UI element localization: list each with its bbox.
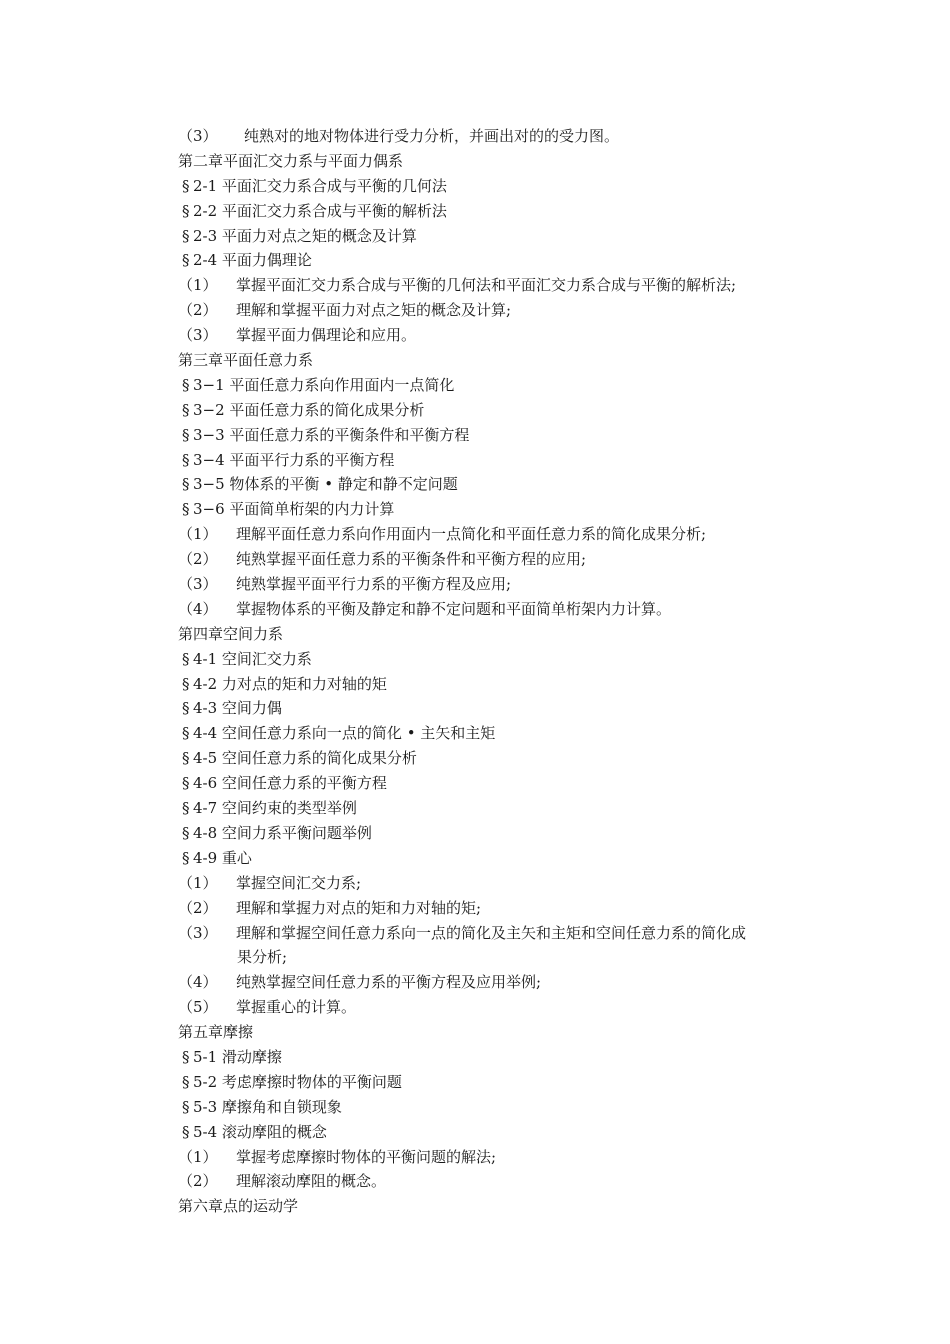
section-mark: § — [182, 1097, 190, 1116]
list-item-text: 掌握考虑摩擦时物体的平衡问题的解法; — [236, 1147, 497, 1166]
list-item-number: （3） — [178, 923, 218, 942]
chapter-heading: 第三章平面任意力系 — [178, 351, 314, 370]
section-mark: § — [182, 823, 190, 842]
list-item — [178, 547, 818, 572]
section-title: 5-1 滑动摩擦 — [193, 1047, 282, 1066]
list-item-number: （2） — [178, 1172, 218, 1191]
section-title: 4-6 空间任意力系的平衡方程 — [193, 774, 387, 793]
section-title: 4-3 空间力偶 — [193, 699, 282, 718]
section-mark: § — [182, 475, 190, 494]
section-title: 5-4 滚动摩阻的概念 — [193, 1122, 327, 1141]
list-item-number: （4） — [178, 973, 218, 992]
section-heading — [178, 721, 818, 746]
section-heading — [178, 1045, 818, 1070]
section-title: 4-8 空间力系平衡问题举例 — [193, 823, 372, 842]
section-mark: § — [182, 251, 190, 270]
list-item — [178, 124, 818, 149]
list-item-number: （1） — [178, 1147, 218, 1166]
section-heading — [178, 448, 818, 473]
document-body — [178, 124, 818, 1219]
list-item-number: （5） — [178, 998, 218, 1017]
list-item-text: 纯熟掌握空间任意力系的平衡方程及应用举例; — [236, 973, 542, 992]
section-heading — [178, 497, 818, 522]
list-item-number: （3） — [178, 575, 218, 594]
section-heading — [178, 696, 818, 721]
list-item-number: （4） — [178, 599, 218, 618]
section-title: 3−2 平面任意力系的简化成果分析 — [193, 400, 425, 419]
list-item — [178, 597, 818, 622]
list-item-number: （1） — [178, 276, 218, 295]
section-mark: § — [182, 226, 190, 245]
list-item — [178, 995, 818, 1020]
section-heading — [178, 373, 818, 398]
list-item-text: 掌握平面汇交力系合成与平衡的几何法和平面汇交力系合成与平衡的解析法; — [236, 276, 737, 295]
list-item-text: 掌握物体系的平衡及静定和静不定问题和平面简单桁架内力计算。 — [236, 599, 672, 618]
section-mark: § — [182, 425, 190, 444]
list-item-text: 理解和掌握空间任意力系向一点的简化及主矢和主矩和空间任意力系的简化成 — [236, 923, 747, 942]
section-mark: § — [182, 1047, 190, 1066]
section-mark: § — [182, 749, 190, 768]
section-title: 4-1 空间汇交力系 — [193, 649, 312, 668]
list-item-text: 掌握平面力偶理论和应用。 — [236, 326, 417, 345]
section-heading — [178, 647, 818, 672]
list-item-number: （3） — [178, 326, 218, 345]
chapter-heading: 第五章摩擦 — [178, 1023, 254, 1042]
section-title: 2-1 平面汇交力系合成与平衡的几何法 — [193, 176, 447, 195]
section-mark: § — [182, 674, 190, 693]
section-heading — [178, 796, 818, 821]
section-mark: § — [182, 774, 190, 793]
section-mark: § — [182, 176, 190, 195]
list-item — [178, 572, 818, 597]
list-item-text: 掌握重心的计算。 — [236, 998, 357, 1017]
section-mark: § — [182, 649, 190, 668]
section-heading — [178, 472, 818, 497]
list-item-text: 掌握空间汇交力系; — [236, 873, 362, 892]
list-item-text: 纯熟掌握平面任意力系的平衡条件和平衡方程的应用; — [236, 550, 587, 569]
section-mark: § — [182, 201, 190, 220]
list-item-text: 理解和掌握平面力对点之矩的概念及计算; — [236, 301, 512, 320]
section-title: 2-3 平面力对点之矩的概念及计算 — [193, 226, 417, 245]
list-item-text: 理解滚动摩阻的概念。 — [236, 1172, 387, 1191]
section-title: 4-5 空间任意力系的简化成果分析 — [193, 749, 417, 768]
list-item-number: （1） — [178, 525, 218, 544]
section-heading — [178, 771, 818, 796]
section-heading — [178, 1070, 818, 1095]
section-title: 5-3 摩擦角和自锁现象 — [193, 1097, 342, 1116]
list-item — [178, 921, 818, 946]
section-heading — [178, 248, 818, 273]
section-mark: § — [182, 375, 190, 394]
list-item — [178, 522, 818, 547]
section-title: 2-4 平面力偶理论 — [193, 251, 312, 270]
section-title: 3−6 平面简单桁架的内力计算 — [193, 500, 395, 519]
section-title: 4-7 空间约束的类型举例 — [193, 799, 357, 818]
section-heading — [178, 224, 818, 249]
list-item-text: 理解和掌握力对点的矩和力对轴的矩; — [236, 898, 482, 917]
list-item — [178, 896, 818, 921]
section-heading — [178, 423, 818, 448]
section-heading — [178, 672, 818, 697]
list-item — [178, 273, 818, 298]
section-title: 4-9 重心 — [193, 848, 252, 867]
list-item-number: （2） — [178, 301, 218, 320]
section-title: 4-4 空间任意力系向一点的简化 • 主矢和主矩 — [193, 724, 496, 743]
section-mark: § — [182, 699, 190, 718]
section-mark: § — [182, 1072, 190, 1091]
list-item-number: （2） — [178, 550, 218, 569]
list-item — [178, 1145, 818, 1170]
section-title: 2-2 平面汇交力系合成与平衡的解析法 — [193, 201, 447, 220]
list-item — [178, 871, 818, 896]
list-item — [178, 1169, 818, 1194]
section-heading — [178, 1120, 818, 1145]
section-mark: § — [182, 450, 190, 469]
section-mark: § — [182, 400, 190, 419]
section-mark: § — [182, 1122, 190, 1141]
list-item-continuation: 果分析; — [237, 948, 288, 967]
section-mark: § — [182, 724, 190, 743]
section-title: 3−5 物体系的平衡 • 静定和静不定问题 — [193, 475, 458, 494]
list-item — [178, 298, 818, 323]
list-item — [178, 970, 818, 995]
section-title: 5-2 考虑摩擦时物体的平衡问题 — [193, 1072, 402, 1091]
list-item — [178, 323, 818, 348]
section-heading — [178, 1095, 818, 1120]
section-mark: § — [182, 799, 190, 818]
chapter-heading: 第四章空间力系 — [178, 624, 284, 643]
list-item-number: （1） — [178, 873, 218, 892]
section-title: 3−4 平面平行力系的平衡方程 — [193, 450, 395, 469]
chapter-heading: 第六章点的运动学 — [178, 1197, 299, 1216]
section-title: 3−3 平面任意力系的平衡条件和平衡方程 — [193, 425, 470, 444]
section-title: 4-2 力对点的矩和力对轴的矩 — [193, 674, 387, 693]
section-heading — [178, 174, 818, 199]
list-item-number: （2） — [178, 898, 218, 917]
section-heading — [178, 398, 818, 423]
section-mark: § — [182, 848, 190, 867]
list-item-text: 纯熟对的地对物体进行受力分析，并画出对的的受力图。 — [244, 127, 620, 145]
section-heading — [178, 199, 818, 224]
section-title: 3−1 平面任意力系向作用面内一点简化 — [193, 375, 455, 394]
list-item-number: （3） — [178, 127, 218, 145]
list-item-text: 理解平面任意力系向作用面内一点简化和平面任意力系的简化成果分析; — [236, 525, 707, 544]
list-item-text: 纯熟掌握平面平行力系的平衡方程及应用; — [236, 575, 512, 594]
section-mark: § — [182, 500, 190, 519]
section-heading — [178, 746, 818, 771]
section-heading — [178, 821, 818, 846]
section-heading — [178, 846, 818, 871]
chapter-heading: 第二章平面汇交力系与平面力偶系 — [178, 151, 404, 170]
